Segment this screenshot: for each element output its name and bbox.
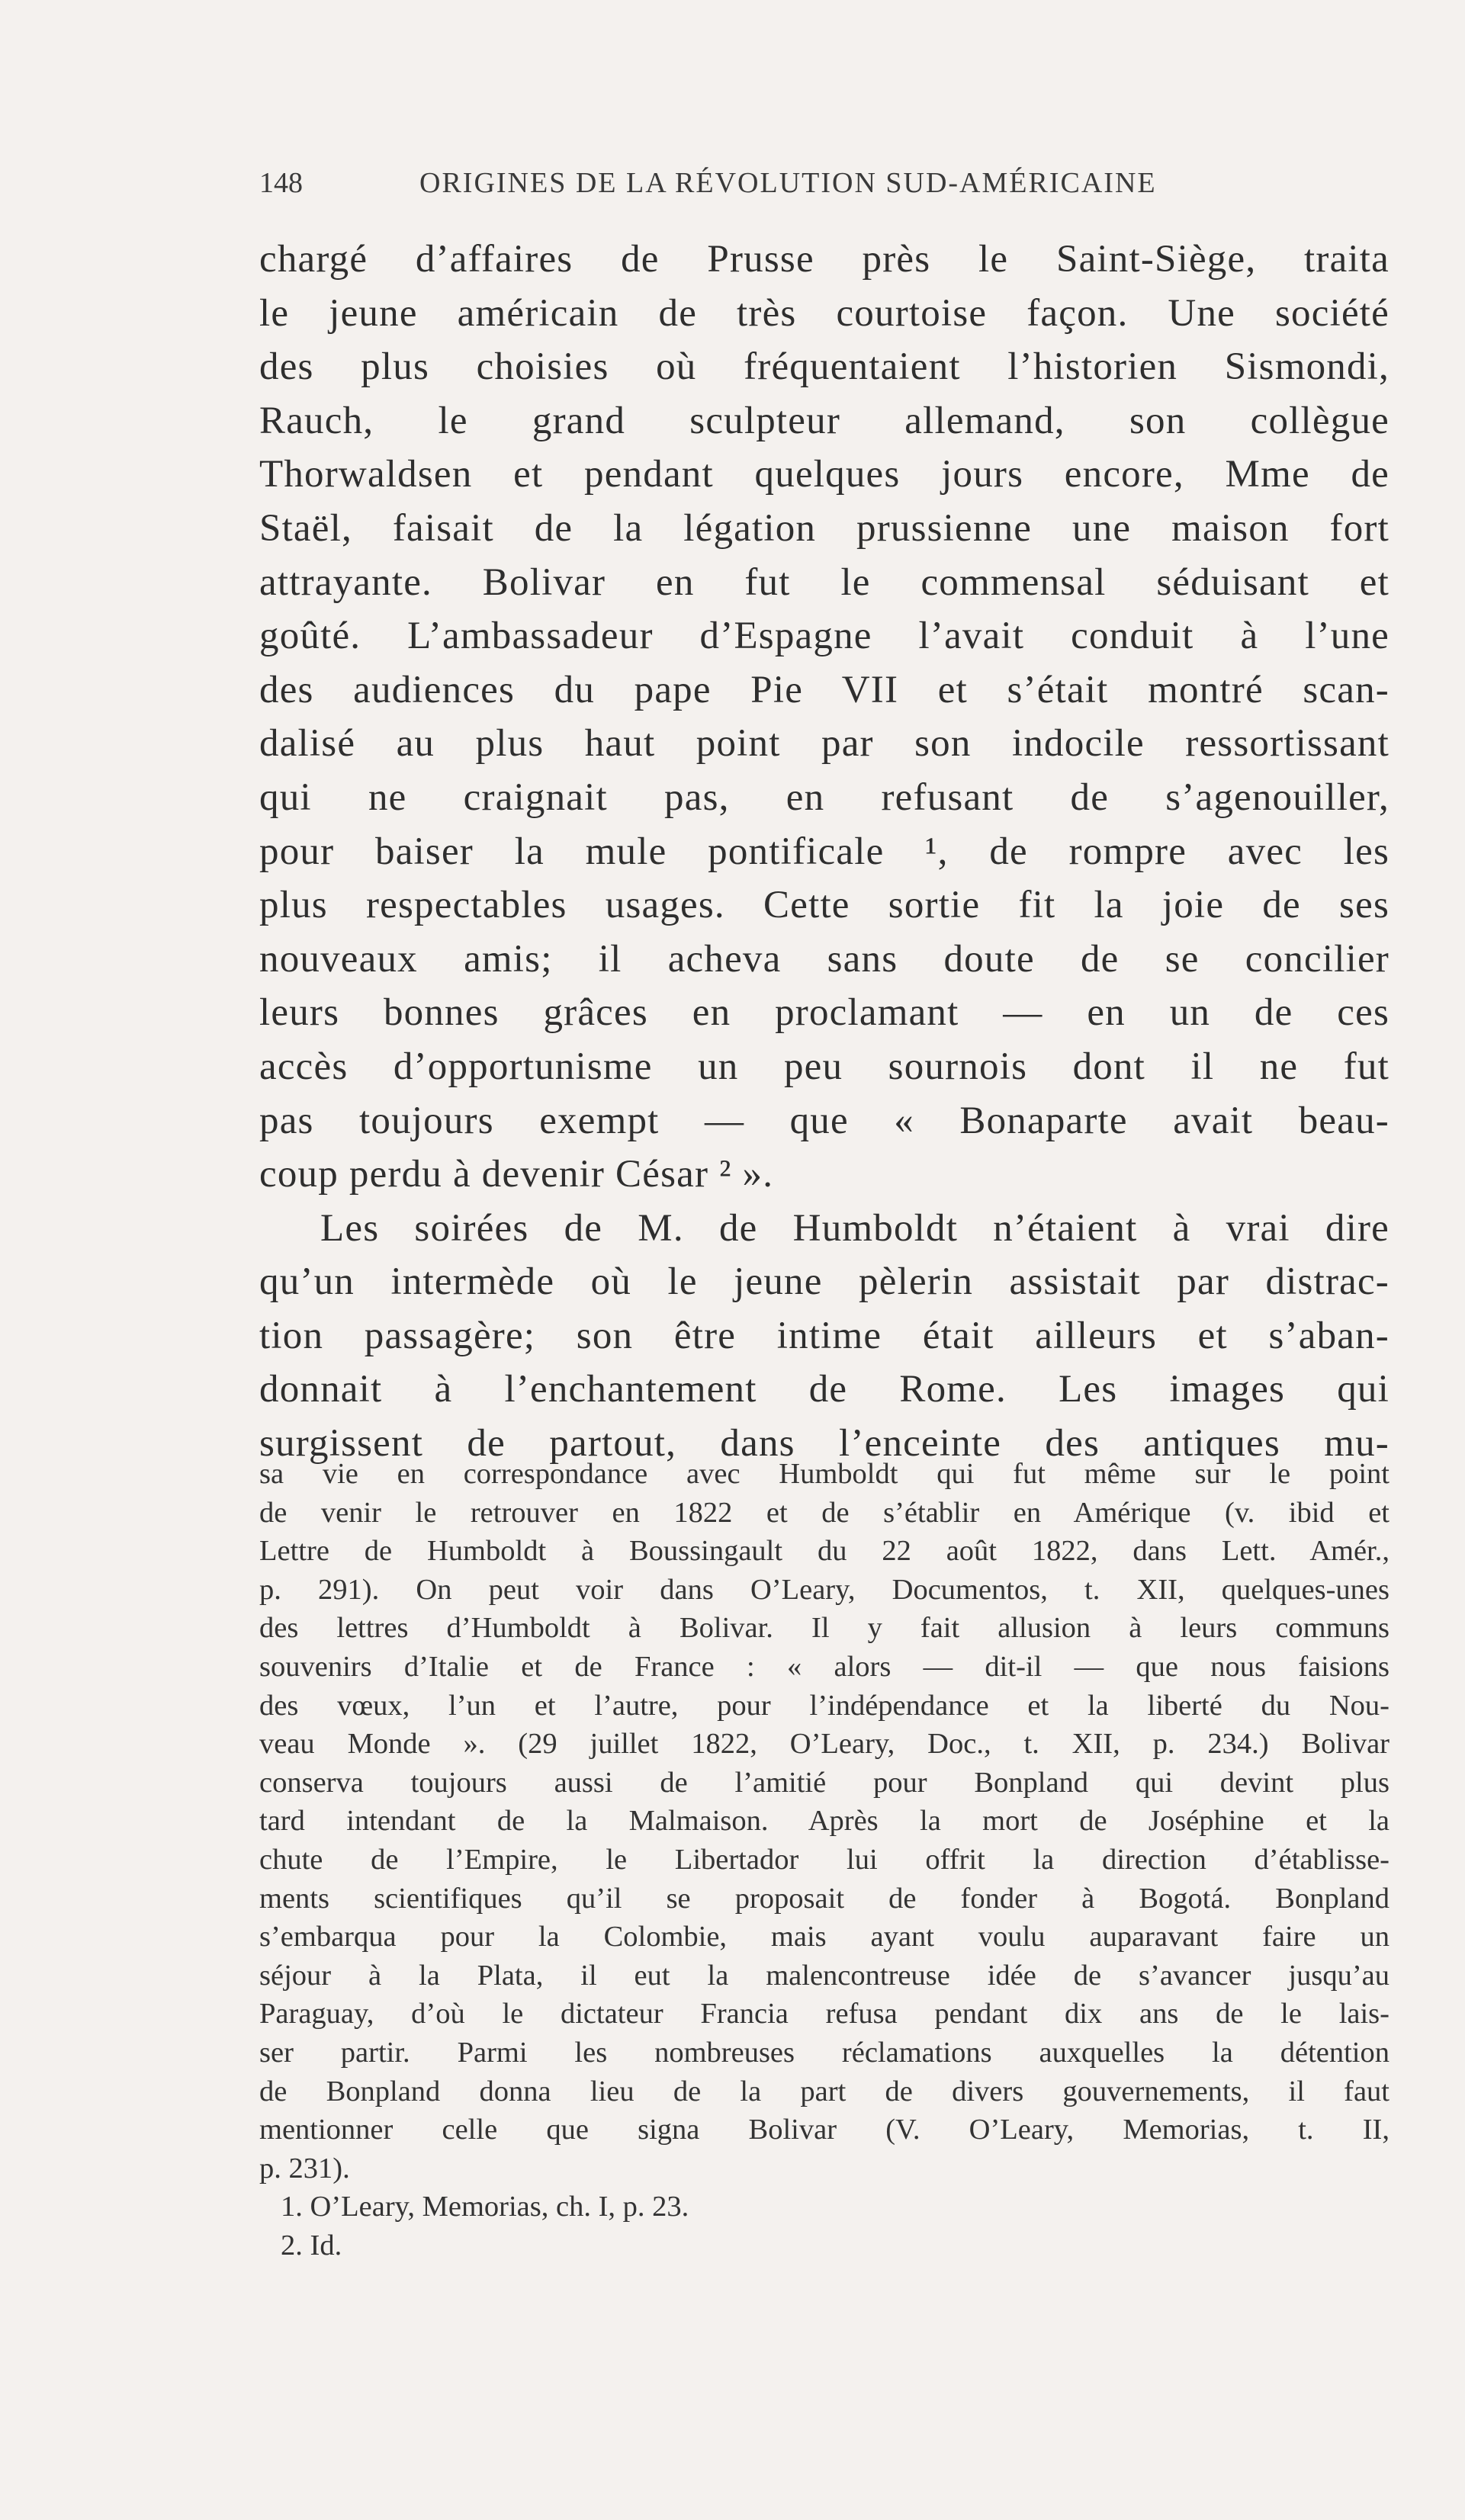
footnote-line: veau Monde ». (29 juillet 1822, O’Leary, Doc., t. XII, p. 234.) Bolivar <box>259 1728 1390 1761</box>
footnote-line: des vœux, l’un et l’autre, pour l’indépendance et la liberté du Nou- <box>259 1689 1390 1722</box>
text-line: accès d’opportunisme un peu sournois dont il ne fut <box>259 1045 1390 1088</box>
footnote-line: des lettres d’Humboldt à Bolivar. Il y fait allusion à leurs communs <box>259 1612 1390 1645</box>
footnote-line: mentionner celle que signa Bolivar (V. O’Leary, Memorias, t. II, <box>259 2114 1390 2146</box>
text-line: attrayante. Bolivar en fut le commensal séduisant et <box>259 560 1390 604</box>
footnote-line: de Bonpland donna lieu de la part de divers gouvernements, il faut <box>259 2075 1390 2107</box>
text-line: tion passagère; son être intime était ailleurs et s’aban- <box>259 1314 1390 1357</box>
text-line: des plus choisies où fréquentaient l’historien Sismondi, <box>259 345 1390 389</box>
footnote-line: sa vie en correspondance avec Humboldt qui fut même sur le point <box>259 1458 1390 1490</box>
footnote-line: p. 291). On peut voir dans O’Leary, Documentos, t. XII, quelques-unes <box>259 1573 1390 1606</box>
text-line: donnait à l’enchantement de Rome. Les images qui <box>259 1368 1390 1411</box>
text-line: plus respectables usages. Cette sortie fit la joie de ses <box>259 884 1390 927</box>
footnote-line: conserva toujours aussi de l’amitié pour Bonpland qui devint plus <box>259 1766 1390 1799</box>
running-header <box>259 166 1251 200</box>
footnote-line: tard intendant de la Malmaison. Après la mort de Joséphine et la <box>259 1805 1390 1838</box>
footnote-line: p. 231). <box>259 2152 350 2185</box>
footnotes <box>259 1455 1390 2265</box>
text-line: goûté. L’ambassadeur d’Espagne l’avait conduit à l’une <box>259 615 1390 658</box>
text-line: qui ne craignait pas, en refusant de s’agenouiller, <box>259 775 1390 819</box>
text-line: des audiences du pape Pie VII et s’était montré scan- <box>259 668 1390 711</box>
text-line: coup perdu à devenir César ² ». <box>259 1153 774 1196</box>
footnote-line: s’embarqua pour la Colombie, mais ayant voulu auparavant faire un <box>259 1921 1390 1953</box>
page-number: 148 <box>259 167 303 199</box>
footnote-line: ments scientifiques qu’il se proposait de fonder à Bogotá. Bonpland <box>259 1882 1390 1915</box>
text-line: Staël, faisait de la légation prussienne une maison fort <box>259 506 1390 550</box>
footnote-line: souvenirs d’Italie et de France : « alors — dit-il — que nous faisions <box>259 1650 1390 1683</box>
text-line: pour baiser la mule pontificale ¹, de rompre avec les <box>259 830 1390 873</box>
main-text <box>259 233 1390 1471</box>
footnote-line: Lettre de Humboldt à Boussingault du 22 août 1822, dans Lett. Amér., <box>259 1535 1390 1568</box>
footnote-line: séjour à la Plata, il eut la malencontreuse idée de s’avancer jusqu’au <box>259 1959 1390 1992</box>
text-line: dalisé au plus haut point par son indocile ressortissant <box>259 722 1390 766</box>
footnote-line: Paraguay, d’où le dictateur Francia refusa pendant dix ans de le lais- <box>259 1998 1390 2030</box>
text-line: Rauch, le grand sculpteur allemand, son collègue <box>259 399 1390 442</box>
text-line: leurs bonnes grâces en proclamant — en un de ces <box>259 991 1390 1035</box>
text-line: Thorwaldsen et pendant quelques jours encore, Mme de <box>259 453 1390 496</box>
footnote-line: ser partir. Parmi les nombreuses réclamations auxquelles la détention <box>259 2036 1390 2069</box>
running-title: ORIGINES DE LA RÉVOLUTION SUD-AMÉRICAINE <box>419 167 1157 199</box>
footnote-1: 1. O’Leary, Memorias, ch. I, p. 23. <box>281 2191 689 2223</box>
footnote-line: chute de l’Empire, le Libertador lui offrit la direction d’établisse- <box>259 1843 1390 1876</box>
text-line: surgissent de partout, dans l’enceinte des antiques mu- <box>259 1422 1390 1465</box>
text-line: chargé d’affaires de Prusse près le Saint-Siège, traita <box>259 238 1390 281</box>
footnote-2: 2. Id. <box>281 2229 342 2262</box>
text-line: nouveaux amis; il acheva sans doute de se concilier <box>259 937 1390 981</box>
text-line: pas toujours exempt — que « Bonaparte avait beau- <box>259 1099 1390 1142</box>
footnote-line: de venir le retrouver en 1822 et de s’établir en Amérique (v. ibid et <box>259 1496 1390 1529</box>
text-line: qu’un intermède où le jeune pèlerin assistait par distrac- <box>259 1260 1390 1304</box>
text-line: Les soirées de M. de Humboldt n’étaient à vrai dire <box>320 1206 1390 1250</box>
text-line: le jeune américain de très courtoise façon. Une société <box>259 291 1390 335</box>
